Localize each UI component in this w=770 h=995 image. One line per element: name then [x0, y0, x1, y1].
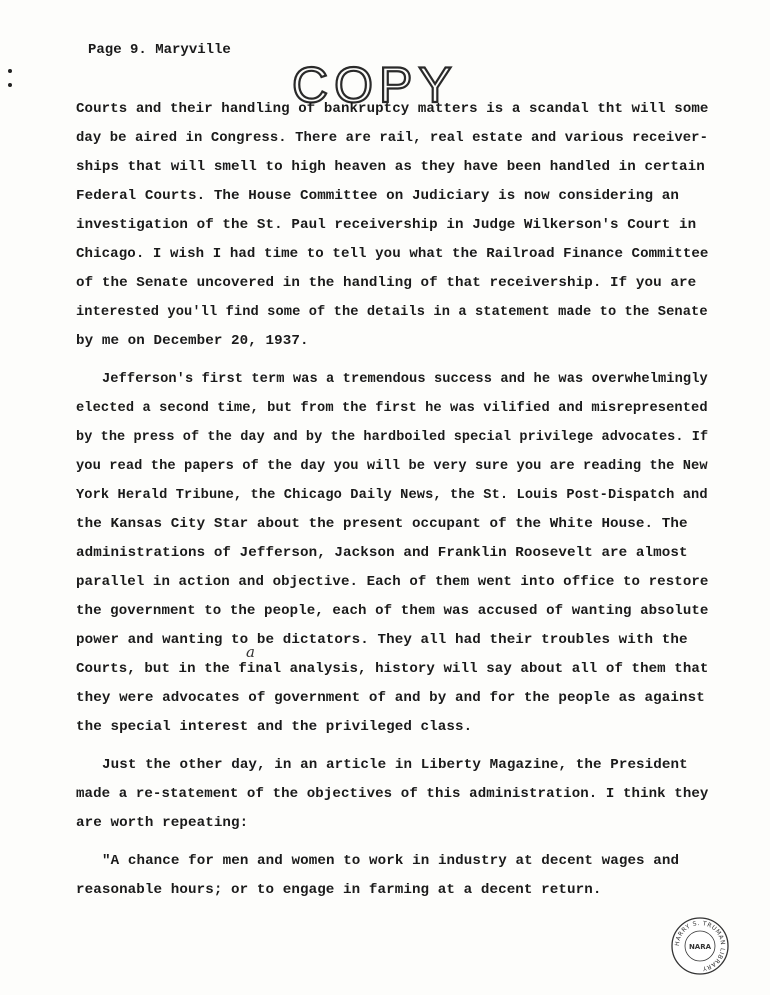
body-line: York Herald Tribune, the Chicago Daily News, the St. Louis Post-Dispatch and: [76, 487, 708, 503]
body-line: interested you'll find some of the details in a statement made to the Senate: [76, 304, 708, 320]
body-line: Courts and their handling of bankruptcy matters is a scandal tht will some: [76, 101, 709, 117]
body-line: the Kansas City Star about the present occupant of the White House. The: [76, 516, 688, 532]
body-line: you read the papers of the day you will be very sure you are reading the New: [76, 458, 708, 474]
body-line: reasonable hours; or to engage in farming at a decent return.: [76, 882, 602, 898]
body-line: power and wanting to be dictators. They all had their troubles with the: [76, 632, 688, 648]
body-line: they were advocates of government of and by and for the people as against: [76, 690, 705, 706]
body-line: day be aired in Congress. There are rail, real estate and various receiver-: [76, 130, 709, 146]
body-line: the government to the people, each of them was accused of wanting absolute: [76, 603, 709, 619]
body-line: parallel in action and objective. Each of them went into office to restore: [76, 574, 709, 590]
handwritten-insert: a: [246, 643, 255, 661]
body-line: ships that will smell to high heaven as they have been handled in certain: [76, 159, 705, 175]
body-line: by me on December 20, 1937.: [76, 333, 309, 349]
library-seal: [670, 916, 730, 976]
body-line: elected a second time, but from the first he was vilified and misrepresented: [76, 400, 708, 416]
body-line: Just the other day, in an article in Liberty Magazine, the President: [102, 757, 688, 773]
seal-center-text: NARA: [688, 943, 712, 951]
seal-text: HARRY S. TRUMAN LIBRARY: [673, 919, 727, 972]
body-line: made a re-statement of the objectives of this administration. I think they: [76, 786, 709, 802]
punch-mark: [8, 69, 12, 73]
punch-mark: [8, 83, 12, 87]
page-header: Page 9. Maryville: [88, 42, 231, 58]
body-line: Courts, but in the final analysis, history will say about all of them that: [76, 661, 709, 677]
body-line: "A chance for men and women to work in industry at decent wages and: [102, 853, 680, 869]
copy-stamp-text: COPY: [292, 58, 458, 110]
body-line: Chicago. I wish I had time to tell you what the Railroad Finance Committee: [76, 246, 709, 262]
body-line: Federal Courts. The House Committee on Judiciary is now considering an: [76, 188, 679, 204]
body-line: Jefferson's first term was a tremendous success and he was overwhelmingly: [102, 371, 708, 387]
body-line: the special interest and the privileged class.: [76, 719, 473, 735]
body-line: by the press of the day and by the hardboiled special privilege advocates. If: [76, 429, 709, 445]
body-line: of the Senate uncovered in the handling of that receivership. If you are: [76, 275, 697, 291]
body-line: administrations of Jefferson, Jackson and Franklin Roosevelt are almost: [76, 545, 688, 561]
body-line: investigation of the St. Paul receivership in Judge Wilkerson's Court in: [76, 217, 697, 233]
body-line: are worth repeating:: [76, 815, 249, 831]
